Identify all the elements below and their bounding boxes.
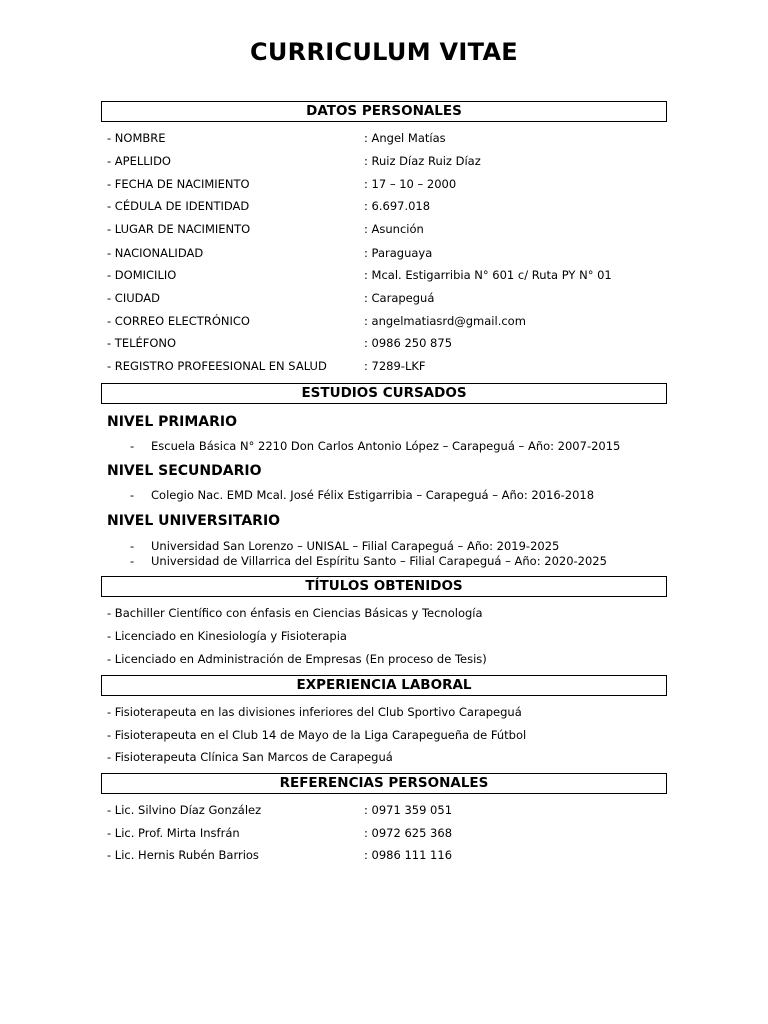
section-heading-referencias: REFERENCIAS PERSONALES xyxy=(101,773,667,794)
referencia-phone: : 0971 359 051 xyxy=(364,803,453,817)
page-title: CURRICULUM VITAE xyxy=(249,38,519,66)
datos-row-correo xyxy=(107,312,667,330)
nivel-universitario-heading: NIVEL UNIVERSITARIO xyxy=(107,513,281,529)
titulo-item: - Licenciado en Administración de Empresas (En proceso de Tesis) xyxy=(107,652,487,666)
referencia-row xyxy=(107,846,667,864)
datos-row-nombre xyxy=(107,129,667,147)
dash-bullet: - xyxy=(130,554,135,568)
dash-bullet: - xyxy=(130,539,135,553)
referencia-row xyxy=(107,801,667,819)
field-value: : Ruiz Díaz Ruiz Díaz xyxy=(364,154,481,168)
field-label: - TELÉFONO xyxy=(107,336,177,350)
referencia-phone: : 0972 625 368 xyxy=(364,826,453,840)
field-value: : Mcal. Estigarribia N° 601 c/ Ruta PY N° 01 xyxy=(364,268,612,282)
datos-row-apellido xyxy=(107,152,667,170)
list-item-text: Universidad San Lorenzo – UNISAL – Filial Carapeguá – Año: 2019-2025 xyxy=(151,539,560,553)
field-value: : 7289-LKF xyxy=(364,359,426,373)
datos-row-ciudad xyxy=(107,289,667,307)
section-heading-experiencia: EXPERIENCIA LABORAL xyxy=(101,675,667,696)
titulo-item: - Bachiller Científico con énfasis en Ciencias Básicas y Tecnología xyxy=(107,606,483,620)
datos-row-cedula xyxy=(107,197,667,215)
field-value: : Asunción xyxy=(364,222,424,236)
section-heading-titulos: TÍTULOS OBTENIDOS xyxy=(101,576,667,597)
datos-row-nacionalidad xyxy=(107,244,667,262)
section-heading-estudios: ESTUDIOS CURSADOS xyxy=(101,383,667,404)
experiencia-item: - Fisioterapeuta Clínica San Marcos de Carapeguá xyxy=(107,750,393,764)
field-label: - REGISTRO PROFEESIONAL EN SALUD xyxy=(107,359,327,373)
field-value: : 17 – 10 – 2000 xyxy=(364,177,457,191)
field-label: - CIUDAD xyxy=(107,291,161,305)
list-item-text: Colegio Nac. EMD Mcal. José Félix Estigarribia – Carapeguá – Año: 2016-2018 xyxy=(151,488,595,502)
field-value: : angelmatiasrd@gmail.com xyxy=(364,314,526,328)
field-value: : 0986 250 875 xyxy=(364,336,453,350)
field-label: - DOMICILIO xyxy=(107,268,177,282)
referencia-phone: : 0986 111 116 xyxy=(364,848,453,862)
field-value: : Angel Matías xyxy=(364,131,446,145)
field-label: - APELLIDO xyxy=(107,154,171,168)
datos-row-telefono xyxy=(107,334,667,352)
experiencia-item: - Fisioterapeuta en las divisiones inferiores del Club Sportivo Carapeguá xyxy=(107,705,522,719)
field-label: - CÉDULA DE IDENTIDAD xyxy=(107,199,250,213)
list-item-text: Escuela Básica N° 2210 Don Carlos Antonio López – Carapeguá – Año: 2007-2015 xyxy=(151,439,621,453)
field-label: - FECHA DE NACIMIENTO xyxy=(107,177,250,191)
field-label: - NOMBRE xyxy=(107,131,166,145)
dash-bullet: - xyxy=(130,439,135,453)
referencia-name: - Lic. Prof. Mirta Insfrán xyxy=(107,826,240,840)
referencia-row xyxy=(107,824,667,842)
field-label: - NACIONALIDAD xyxy=(107,246,204,260)
referencia-name: - Lic. Hernis Rubén Barrios xyxy=(107,848,259,862)
field-value: : Paraguaya xyxy=(364,246,433,260)
experiencia-item: - Fisioterapeuta en el Club 14 de Mayo de la Liga Carapegueña de Fútbol xyxy=(107,728,527,742)
titulo-item: - Licenciado en Kinesiología y Fisioterapia xyxy=(107,629,347,643)
datos-row-lugar-nacimiento xyxy=(107,220,667,238)
field-label: - CORREO ELECTRÓNICO xyxy=(107,314,250,328)
referencia-name: - Lic. Silvino Díaz González xyxy=(107,803,262,817)
section-heading-datos-personales: DATOS PERSONALES xyxy=(101,101,667,122)
nivel-primario-heading: NIVEL PRIMARIO xyxy=(107,414,238,430)
list-item-text: Universidad de Villarrica del Espíritu Santo – Filial Carapeguá – Año: 2020-2025 xyxy=(151,554,607,568)
field-value: : Carapeguá xyxy=(364,291,435,305)
datos-row-registro xyxy=(107,357,667,375)
field-label: - LUGAR DE NACIMIENTO xyxy=(107,222,251,236)
nivel-secundario-heading: NIVEL SECUNDARIO xyxy=(107,463,262,479)
datos-row-fecha-nacimiento xyxy=(107,175,667,193)
datos-row-domicilio xyxy=(107,266,667,284)
field-value: : 6.697.018 xyxy=(364,199,431,213)
dash-bullet: - xyxy=(130,488,135,502)
